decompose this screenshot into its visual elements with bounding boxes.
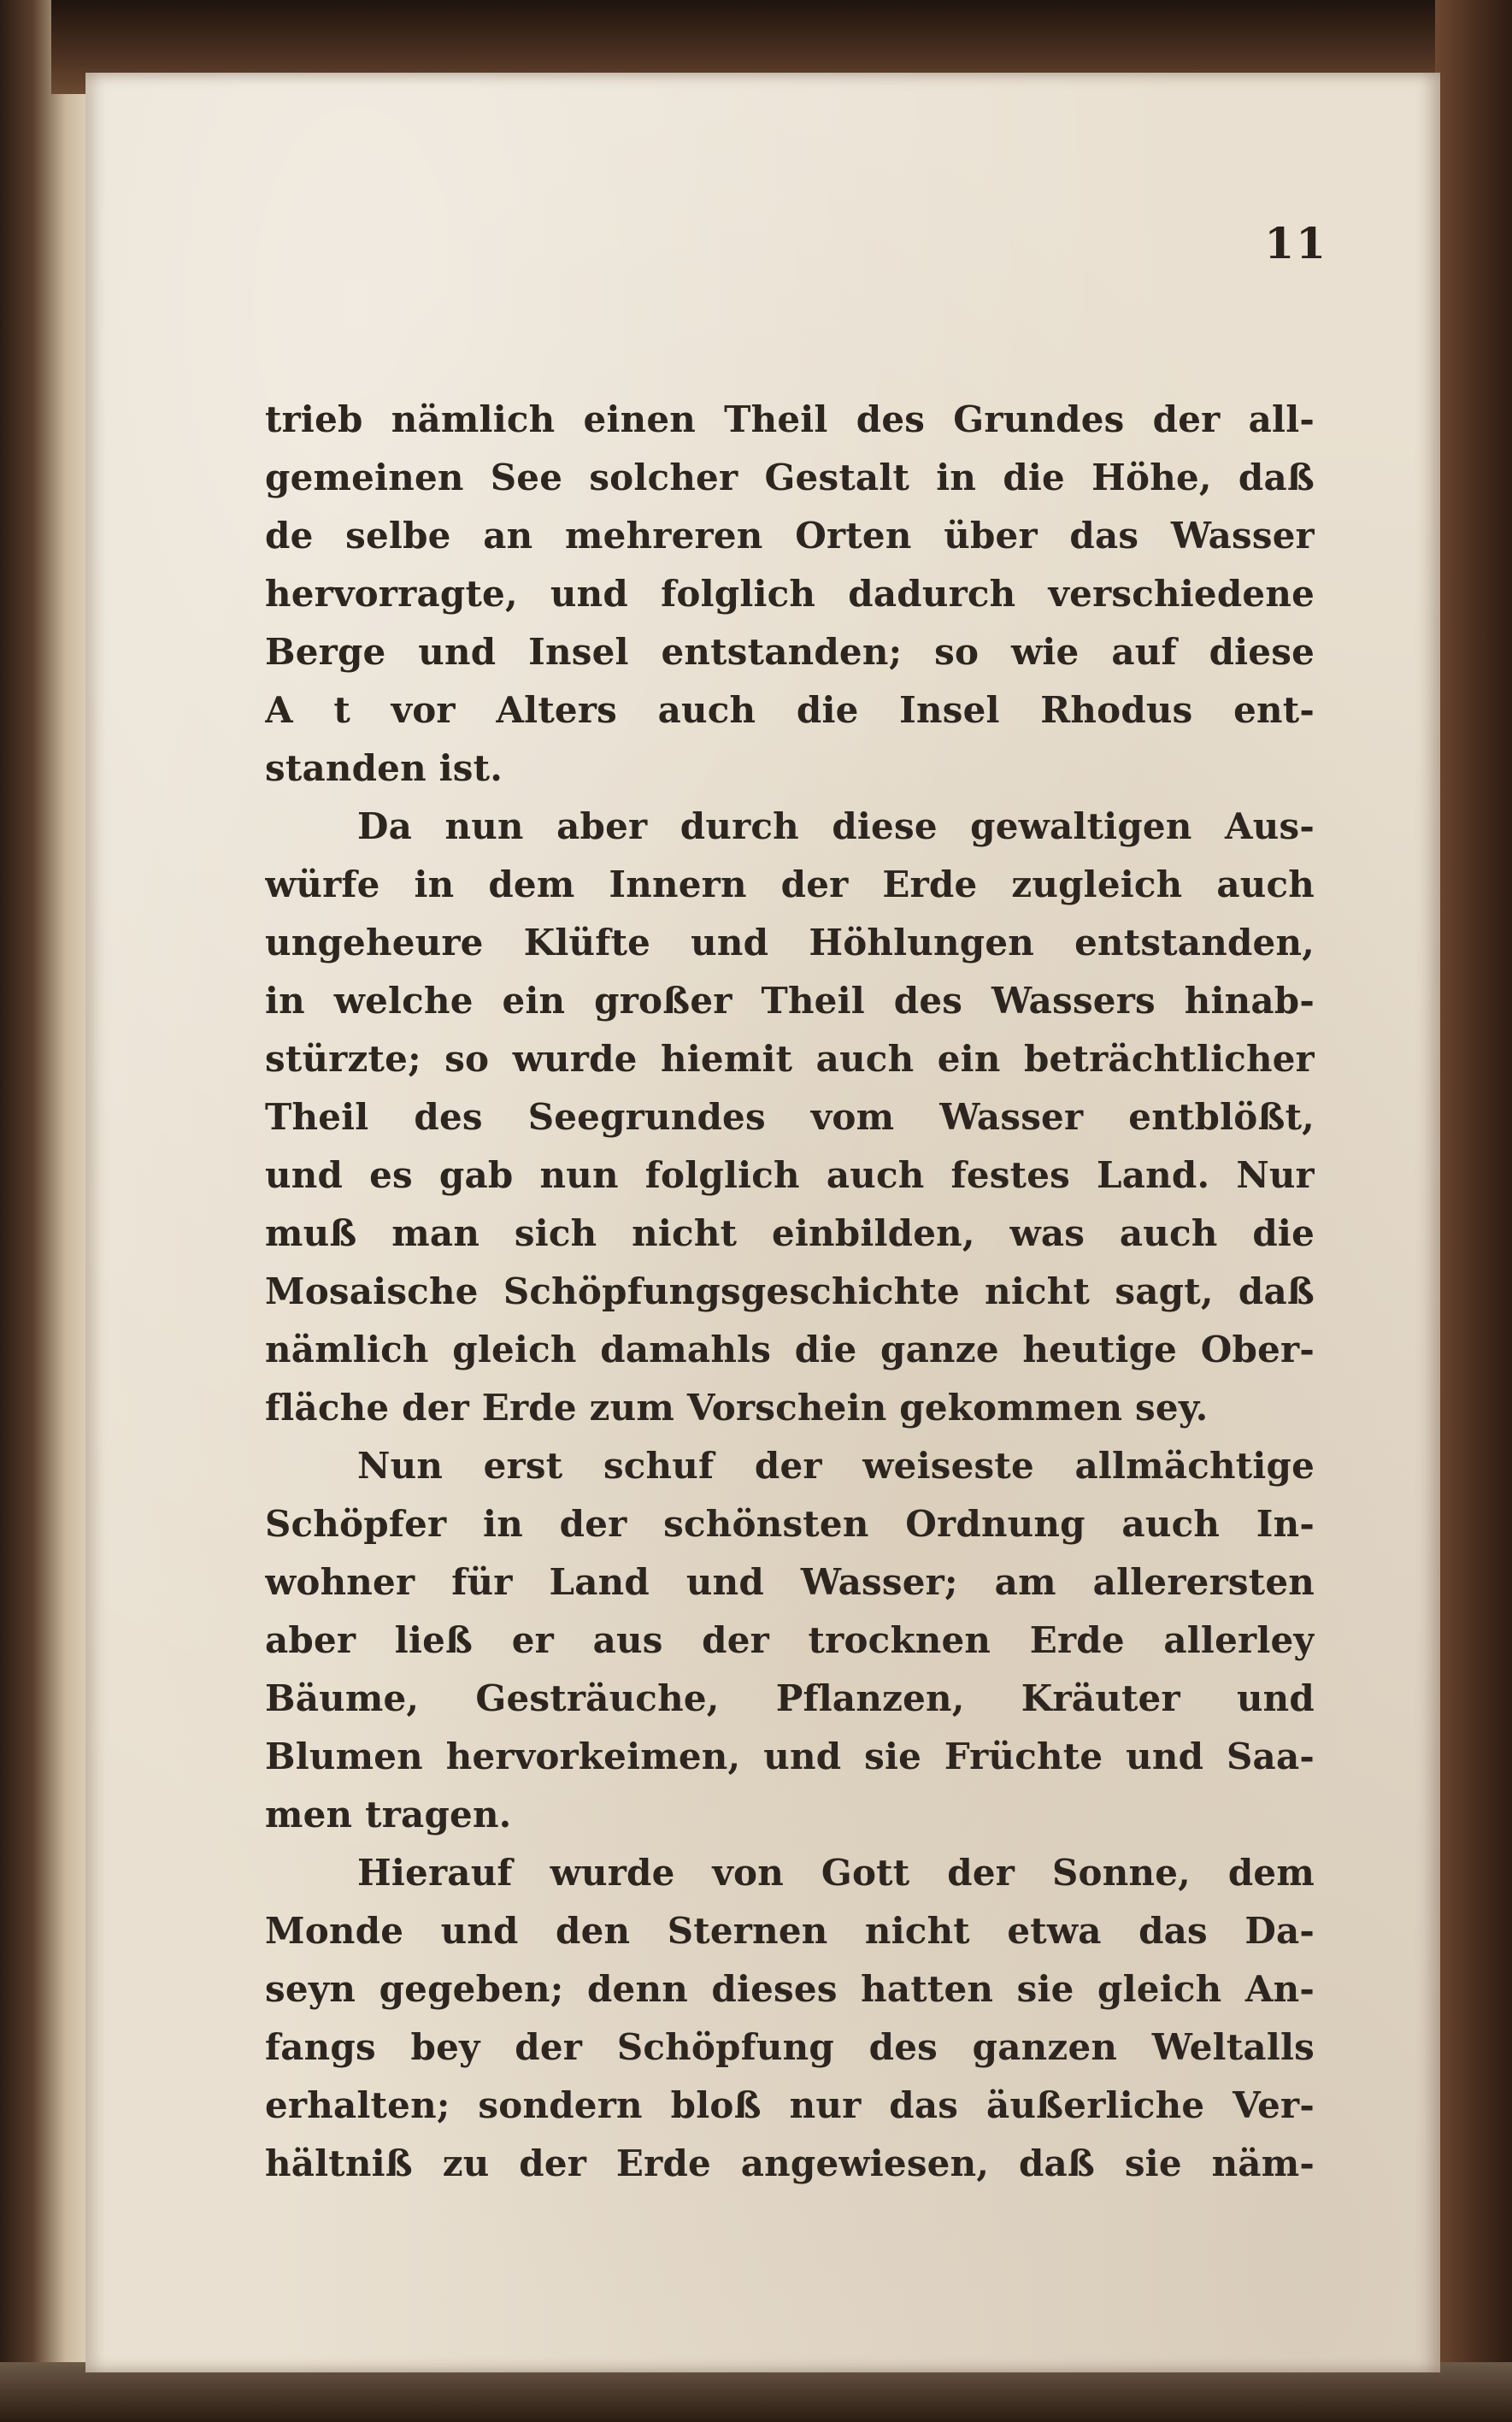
text-line: Nun erst schuf der weiseste allmächtige (357, 1445, 1315, 1487)
text-line: Hierauf wurde von Gott der Sonne, dem (357, 1852, 1315, 1894)
text-line: fläche der Erde zum Vorschein gekommen sey. (265, 1387, 1209, 1429)
text-line: Bäume, Gesträuche, Pflanzen, Kräuter und (265, 1677, 1315, 1719)
page-text-block (265, 391, 1315, 2193)
text-line: in welche ein großer Theil des Wassers hinab- (265, 980, 1315, 1022)
book-cover-right (1435, 0, 1512, 2422)
book-spine-edge (0, 0, 94, 2422)
text-line: Theil des Seegrundes vom Wasser entblößt, (265, 1096, 1315, 1138)
text-line: seyn gegeben; denn dieses hatten sie gleich An- (265, 1968, 1315, 2010)
text-line: ungeheure Klüfte und Höhlungen entstanden, (265, 922, 1315, 963)
text-line: hervorragte, und folglich dadurch verschiedene (265, 573, 1315, 615)
text-line: Schöpfer in der schönsten Ordnung auch In- (265, 1503, 1315, 1545)
text-line: gemeinen See solcher Gestalt in die Höhe, daß (265, 457, 1315, 498)
text-line: würfe in dem Innern der Erde zugleich auch (265, 863, 1315, 905)
page-number: 11 (1264, 218, 1327, 268)
text-line: nämlich gleich damahls die ganze heutige Ober- (265, 1329, 1315, 1370)
text-line: fangs bey der Schöpfung des ganzen Weltalls (265, 2026, 1315, 2068)
text-line: standen ist. (265, 747, 503, 789)
text-line: stürzte; so wurde hiemit auch ein beträchtlicher (265, 1038, 1315, 1080)
text-line: Da nun aber durch diese gewaltigen Aus- (357, 805, 1315, 847)
book-page (85, 73, 1440, 2372)
text-line: Berge und Insel entstanden; so wie auf diese (265, 631, 1315, 673)
text-line: A t vor Alters auch die Insel Rhodus ent- (265, 689, 1315, 731)
text-line: Mosaische Schöpfungsgeschichte nicht sagt, daß (265, 1270, 1315, 1312)
text-line: Blumen hervorkeimen, und sie Früchte und Saa- (265, 1735, 1315, 1777)
text-line: men tragen. (265, 1794, 512, 1836)
text-line: aber ließ er aus der trocknen Erde allerley (265, 1619, 1315, 1661)
text-line: de selbe an mehreren Orten über das Wasser (265, 515, 1315, 557)
text-line: muß man sich nicht einbilden, was auch die (265, 1212, 1315, 1254)
text-line: wohner für Land und Wasser; am allerersten (265, 1561, 1315, 1603)
text-line: und es gab nun folglich auch festes Land. Nur (265, 1154, 1315, 1196)
text-line: erhalten; sondern bloß nur das äußerliche Ver- (265, 2084, 1315, 2126)
text-line: trieb nämlich einen Theil des Grundes der all- (265, 398, 1315, 440)
text-line: Monde und den Sternen nicht etwa das Da- (265, 1910, 1315, 1952)
text-line: hältniß zu der Erde angewiesen, daß sie näm- (265, 2142, 1315, 2184)
